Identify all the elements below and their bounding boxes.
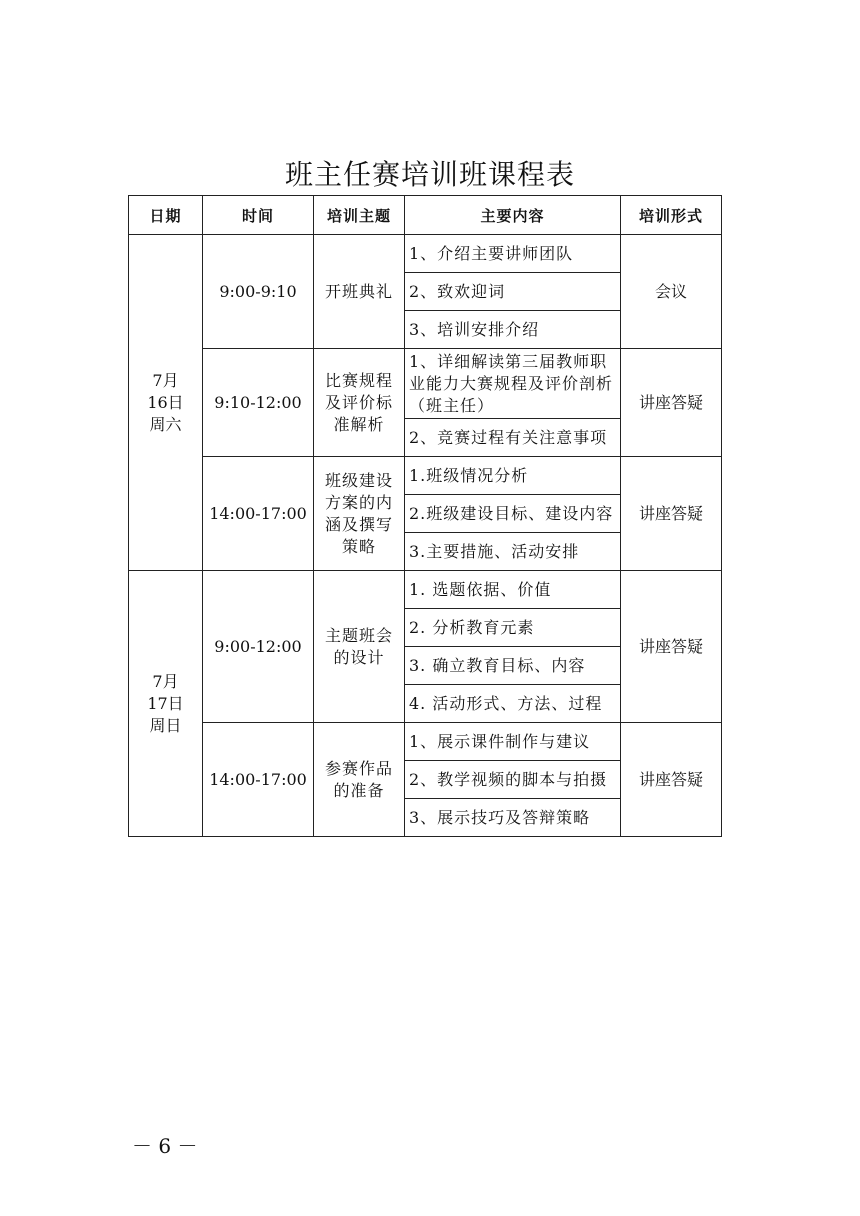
date-cell — [129, 571, 203, 837]
content-cell: 3. 确立教育目标、内容 — [405, 647, 621, 685]
content-cell: 2. 分析教育元素 — [405, 609, 621, 647]
table-header-row — [129, 196, 722, 235]
header-form: 培训形式 — [621, 196, 722, 235]
content-cell: 3、培训安排介绍 — [405, 311, 621, 349]
date-text: 7月16日 — [147, 370, 184, 412]
content-cell: 1.班级情况分析 — [405, 457, 621, 495]
table-row — [129, 457, 722, 495]
topic-cell: 主题班会的设计 — [314, 571, 405, 723]
form-cell: 会议 — [621, 235, 722, 349]
content-cell: 4. 活动形式、方法、过程 — [405, 685, 621, 723]
content-cell: 2、致欢迎词 — [405, 273, 621, 311]
content-cell: 1、介绍主要讲师团队 — [405, 235, 621, 273]
form-cell: 讲座答疑 — [621, 457, 722, 571]
schedule-table — [128, 195, 722, 837]
content-cell: 1. 选题依据、价值 — [405, 571, 621, 609]
page-number: － 6 － — [132, 1134, 198, 1158]
table-row — [129, 349, 722, 419]
header-topic: 培训主题 — [314, 196, 405, 235]
table-row — [129, 235, 722, 273]
time-cell: 14:00-17:00 — [203, 457, 314, 571]
form-cell: 讲座答疑 — [621, 349, 722, 457]
date-cell — [129, 235, 203, 571]
content-cell: 1、详细解读第三届教师职业能力大赛规程及评价剖析（班主任） — [405, 349, 621, 419]
table-row — [129, 723, 722, 761]
header-time: 时间 — [203, 196, 314, 235]
content-cell: 2.班级建设目标、建设内容 — [405, 495, 621, 533]
content-cell: 2、竞赛过程有关注意事项 — [405, 419, 621, 457]
header-content: 主要内容 — [405, 196, 621, 235]
table-row — [129, 571, 722, 609]
time-cell: 14:00-17:00 — [203, 723, 314, 837]
page-title: 班主任赛培训班课程表 — [284, 158, 575, 191]
header-date: 日期 — [129, 196, 203, 235]
content-cell: 2、教学视频的脚本与拍摄 — [405, 761, 621, 799]
time-cell: 9:00-9:10 — [203, 235, 314, 349]
form-cell: 讲座答疑 — [621, 571, 722, 723]
content-cell: 3、展示技巧及答辩策略 — [405, 799, 621, 837]
topic-cell: 参赛作品的准备 — [314, 723, 405, 837]
content-cell: 3.主要措施、活动安排 — [405, 533, 621, 571]
form-cell: 讲座答疑 — [621, 723, 722, 837]
content-cell: 1、展示课件制作与建议 — [405, 723, 621, 761]
time-cell: 9:00-12:00 — [203, 571, 314, 723]
date-text: 7月17日 — [147, 671, 184, 713]
topic-cell: 开班典礼 — [314, 235, 405, 349]
weekday-text: 周日 — [149, 715, 182, 735]
topic-cell: 班级建设方案的内涵及撰写策略 — [314, 457, 405, 571]
time-cell: 9:10-12:00 — [203, 349, 314, 457]
weekday-text: 周六 — [149, 414, 182, 434]
topic-cell: 比赛规程及评价标准解析 — [314, 349, 405, 457]
